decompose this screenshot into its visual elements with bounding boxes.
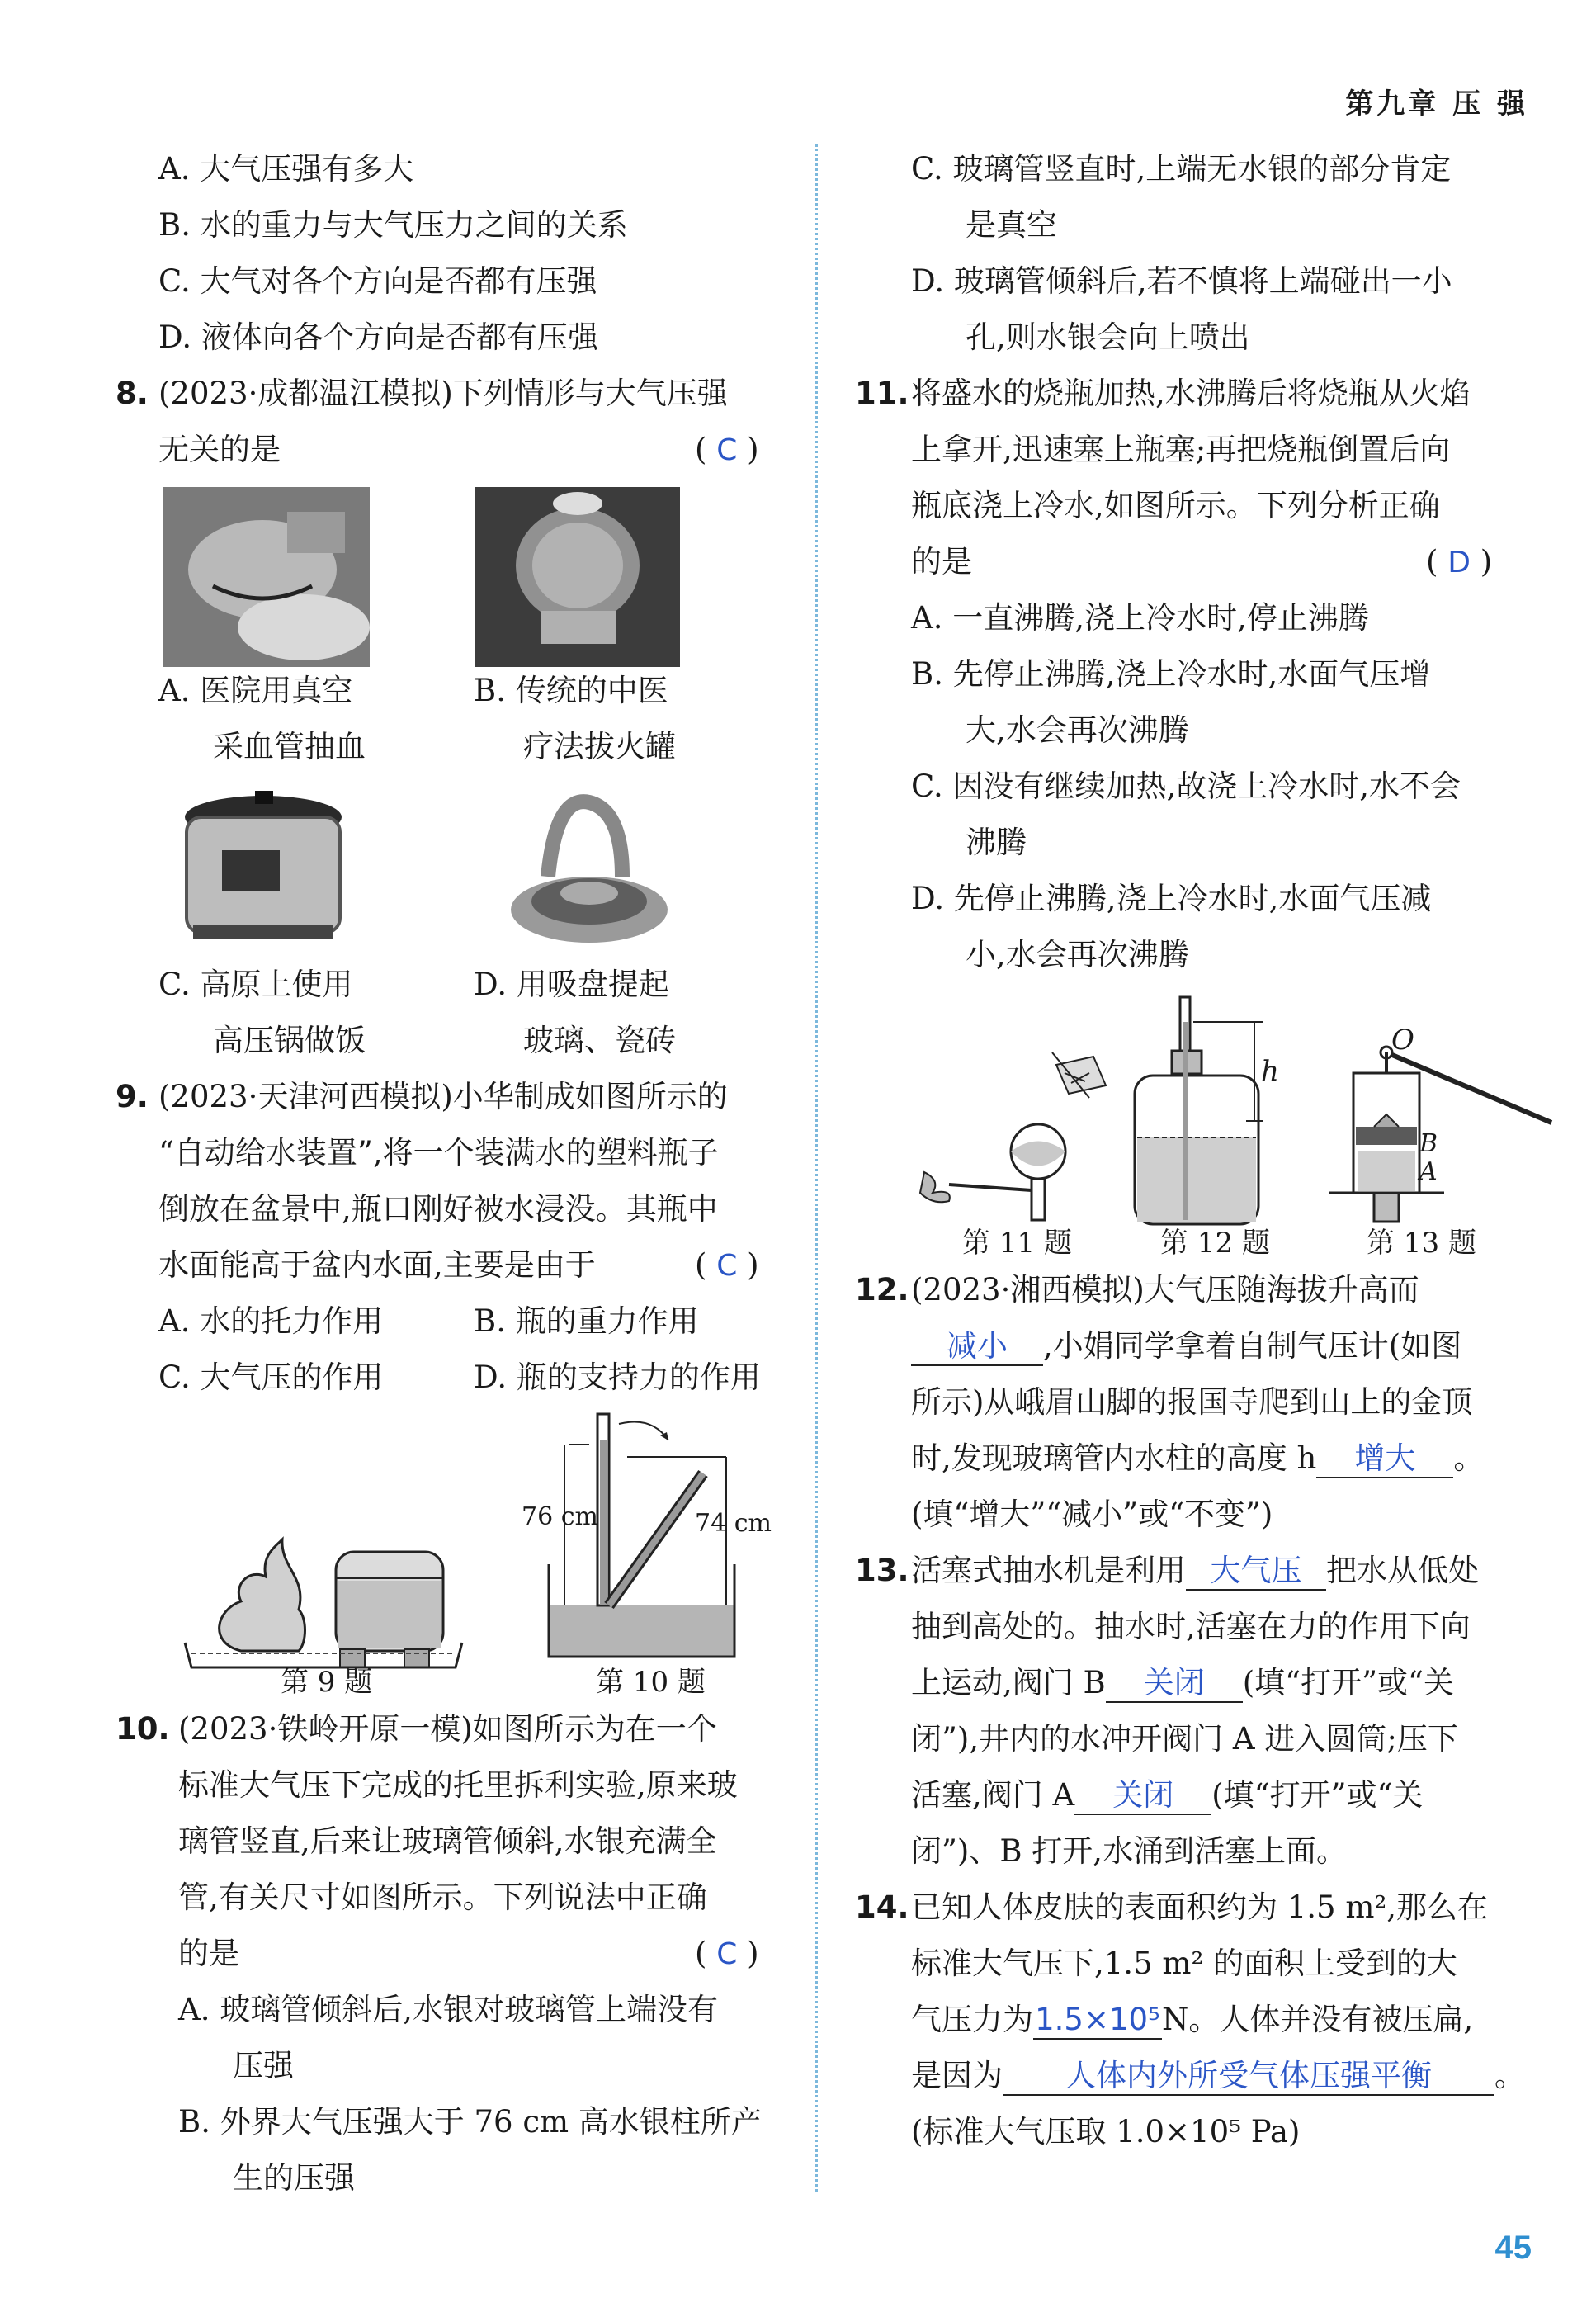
q10-option-d-line2: 孔,则水银会向上喷出 [966,319,1250,355]
q13-label-o: O [1391,1024,1414,1057]
q7-option-d: D. 液体向各个方向是否都有压强 [158,319,598,355]
q14-period: 。 [1494,2058,1525,2093]
q11-stem-line3: 瓶底浇上冷水,如图所示。下列分析正确 [911,488,1440,523]
q13-label-b: B [1419,1129,1438,1158]
q10-option-b-line1: B. 外界大气压强大于 76 cm 高水银柱所产 [178,2104,762,2140]
q12-stem-line3: 所示)从峨眉山脚的报国寺爬到山上的金顶 [911,1384,1473,1420]
column-divider [815,144,818,2192]
q11-option-b-line1: B. 先停止沸腾,浇上冷水时,水面气压增 [911,656,1431,692]
q10-stem-line3: 璃管竖直,后来让玻璃管倾斜,水银充满全 [178,1823,717,1859]
q14-stem-line4-text: 是因为 [911,2058,1003,2093]
q8-option-c-line2: 高压锅做饭 [213,1023,366,1058]
page-number: 45 [1494,2230,1532,2266]
figure-q9-auto-water-device [183,1519,464,1667]
q8-option-d-line2: 玻璃、瓷砖 [523,1023,676,1058]
q8-option-a-line2: 采血管抽血 [213,729,366,764]
chapter-header: 第九章 压 强 [1345,87,1528,121]
q12-blank2[interactable]: 增大 [1316,1440,1453,1478]
q8-stem-line1: (2023·成都温江模拟)下列情形与大气压强 [158,376,728,411]
q13-stem-line3-after: (填“打开”或“关 [1242,1665,1454,1700]
q9-option-d: D. 瓶的支持力的作用 [474,1360,761,1395]
q11-option-a: A. 一直沸腾,浇上冷水时,停止沸腾 [911,600,1369,636]
q8-stem-line2: 无关的是 [158,432,281,467]
q7-option-a: A. 大气压强有多大 [158,151,414,187]
q8-option-c-line1: C. 高原上使用 [158,967,353,1002]
q11-option-b-line2: 大,水会再次沸腾 [966,712,1189,748]
q10-answer: C [716,1937,738,1971]
q10-number: 10. [116,1711,170,1747]
q12-blank1[interactable]: 减小 [911,1328,1043,1366]
q8-answer: C [716,433,738,467]
q13-stem-line1 [911,1550,1479,1591]
q10-label-76cm: 76 cm [522,1502,598,1531]
q8-option-a-line1: A. 医院用真空 [158,673,353,708]
q10-stem-line4: 管,有关尺寸如图所示。下列说法中正确 [178,1880,707,1915]
q13-stem-line5-after: (填“打开”或“关 [1211,1777,1424,1813]
q8-option-d-line1: D. 用吸盘提起 [474,967,669,1002]
q9-caption: 第 9 题 [281,1666,373,1699]
q7-option-b: B. 水的重力与大气压力之间的关系 [158,207,628,243]
q10-option-a-line2: 压强 [233,2048,294,2083]
q12-stem-line1: (2023·湘西模拟)大气压随海拔升高而 [911,1272,1419,1308]
q11-answer: D [1447,546,1471,579]
photo-suction-cup [498,786,672,951]
q13-stem-line3 [911,1662,1454,1704]
q9-stem-line3: 倒放在盆景中,瓶口刚好被水浸没。其瓶中 [158,1191,718,1227]
q9-answer: C [716,1249,738,1283]
q12-stem-line4-text: 时,发现玻璃管内水柱的高度 h [911,1440,1317,1476]
q8-number: 8. [116,376,149,411]
q9-stem-line4: 水面能高于盆内水面,主要是由于 [158,1247,596,1283]
q14-stem-line3-text: 气压力为 [911,2002,1033,2037]
q13-stem-line3-text: 上运动,阀门 B [911,1665,1106,1700]
q10-caption: 第 10 题 [596,1666,706,1699]
q12-caption: 第 12 题 [1160,1227,1270,1260]
q12-stem-line4 [911,1438,1484,1479]
q13-stem-line5 [911,1775,1423,1816]
q13-stem-line1-after: 把水从低处 [1326,1553,1479,1588]
q11-stem-line1: 将盛水的烧瓶加热,水沸腾后将烧瓶从火焰 [911,376,1471,411]
q9-stem-line1: (2023·天津河西模拟)小华制成如图所示的 [158,1079,728,1114]
q13-number: 13. [855,1553,909,1588]
q13-caption: 第 13 题 [1367,1227,1476,1260]
q10-option-a-line1: A. 玻璃管倾斜后,水银对玻璃管上端没有 [178,1992,719,2027]
q11-option-c-line1: C. 因没有继续加热,故浇上冷水时,水不会 [911,768,1461,804]
q13-stem-line4: 闭”),井内的水冲开阀门 A 进入圆筒;压下 [911,1721,1458,1757]
q13-stem-line1-text: 活塞式抽水机是利用 [911,1553,1186,1588]
q10-option-b-line2: 生的压强 [233,2160,355,2196]
q14-stem-line2: 标准大气压下,1.5 m² 的面积上受到的大 [911,1946,1458,1981]
q12-stem-line5: (填“增大”“减小”或“不变”) [911,1497,1273,1532]
q12-stem-line2 [911,1326,1461,1367]
q10-option-d-line1: D. 玻璃管倾斜后,若不慎将上端碰出一小 [911,263,1452,299]
q14-stem-line4 [911,2055,1525,2097]
photo-pressure-cooker [177,784,350,949]
q7-option-c: C. 大气对各个方向是否都有压强 [158,263,597,299]
q10-stem-line5: 的是 [178,1936,239,1971]
q9-answer-bracket: ( C ) [695,1247,759,1283]
q14-blank2[interactable]: 人体内外所受气体压强平衡 [1003,2058,1494,2096]
q11-option-d-line2: 小,水会再次沸腾 [966,937,1189,972]
q14-number: 14. [855,1889,909,1925]
q9-option-b: B. 瓶的重力作用 [474,1303,699,1339]
photo-cupping-jar [475,487,680,667]
q13-blank1[interactable]: 大气压 [1186,1553,1326,1591]
q12-period: 。 [1453,1440,1485,1476]
q8-option-b-line1: B. 传统的中医 [474,673,668,708]
q10-answer-bracket: ( C ) [695,1936,759,1971]
q8-option-b-line2: 疗法拔火罐 [523,729,676,764]
q14-blank1[interactable]: 1.5×10⁵ [1033,2002,1162,2040]
q12-label-h: h [1261,1055,1279,1088]
q11-answer-bracket: ( D ) [1426,544,1493,579]
q13-label-a: A [1419,1157,1438,1186]
photo-blood-collection [163,487,370,667]
q12-stem-line2-text: ,小娟同学拿着自制气压计(如图 [1043,1328,1462,1364]
figure-q11-flask [916,1048,1122,1226]
q14-stem-line3 [911,1999,1473,2041]
q9-stem-line2: “自动给水装置”,将一个装满水的塑料瓶子 [158,1135,719,1170]
q9-number: 9. [116,1079,149,1114]
q13-blank3[interactable]: 关闭 [1074,1777,1211,1815]
q11-stem-line4: 的是 [911,544,972,579]
q13-stem-line6: 闭”)、B 打开,水涌到活塞上面。 [911,1833,1348,1869]
q10-option-c-line1: C. 玻璃管竖直时,上端无水银的部分肯定 [911,151,1452,187]
q11-option-c-line2: 沸腾 [966,825,1027,860]
q11-caption: 第 11 题 [962,1227,1072,1260]
q12-number: 12. [855,1272,909,1308]
q10-stem-line1: (2023·铁岭开原一模)如图所示为在一个 [178,1711,717,1747]
q10-option-c-line2: 是真空 [966,207,1057,243]
q14-stem-line1: 已知人体皮肤的表面积约为 1.5 m²,那么在 [911,1889,1489,1925]
q13-stem-line5-text: 活塞,阀门 A [911,1777,1075,1813]
q9-option-c: C. 大气压的作用 [158,1360,384,1395]
q14-stem-line3-after: N。人体并没有被压扁, [1162,2002,1474,2037]
q10-label-74cm: 74 cm [695,1509,772,1538]
q8-answer-bracket: ( C ) [695,432,759,467]
q13-stem-line2: 抽到高处的。抽水时,活塞在力的作用下向 [911,1609,1471,1644]
figure-q13-pump [1304,1028,1560,1222]
q13-blank2[interactable]: 关闭 [1106,1665,1243,1703]
q9-option-a: A. 水的托力作用 [158,1303,384,1339]
q11-stem-line2: 上拿开,迅速塞上瓶塞;再把烧瓶倒置后向 [911,432,1451,467]
figure-q12-barometer [1122,997,1320,1224]
q11-number: 11. [855,376,909,411]
q11-option-d-line1: D. 先停止沸腾,浇上冷水时,水面气压减 [911,881,1432,916]
q10-stem-line2: 标准大气压下完成的托里拆利实验,原来玻 [178,1767,738,1803]
q14-stem-line5: (标准大气压取 1.0×10⁵ Pa) [911,2114,1301,2149]
